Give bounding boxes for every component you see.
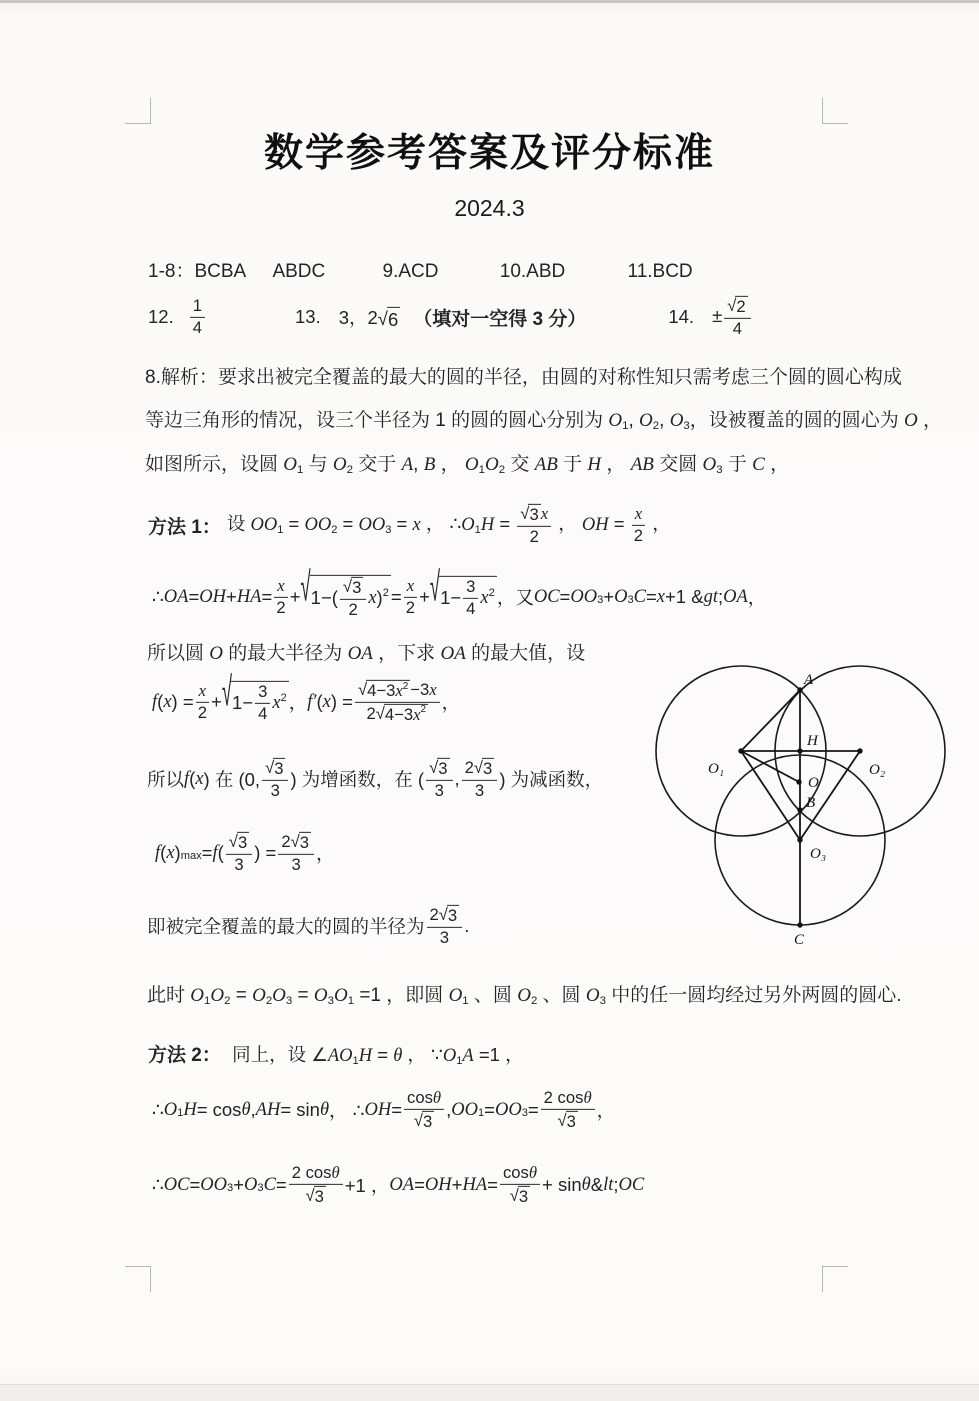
- answer-12-value: $\frac{1}{4}$: [188, 297, 207, 337]
- point-h: [797, 748, 802, 753]
- label-b: B: [806, 795, 816, 811]
- point-o2: [857, 748, 862, 753]
- answer-11: 11.BCD: [627, 261, 693, 282]
- solution-paragraph-2: 等边三角形的情况，设三个半径为 1 的圆的圆心分别为 $O_1$, $O_2$, $O_3$，设被覆盖的圆的圆心为 O ，: [145, 410, 943, 433]
- point-c: [797, 922, 802, 927]
- answer-9: 9.ACD: [382, 261, 439, 282]
- label-a: A: [804, 672, 814, 688]
- solution-paragraph-3: 如图所示，设圆 $O_1$ 与 $O_2$ 交于 A, B ， $O_1O_2$ 交 AB 于 H ， AB 交圆 $O_3$ 于 C ，: [145, 454, 790, 477]
- point-o1: [738, 748, 743, 753]
- answers-row-2: [148, 296, 753, 338]
- answer-13-note: （填对一空得 3 分）: [413, 308, 587, 330]
- segment-a-o1: [741, 690, 800, 751]
- fmax-line: f ( x ) $_{max}$ = f ( √ 3 3 ) = 2 √ 3 3 ，: [155, 831, 335, 874]
- point-a: [797, 687, 802, 692]
- page-title: 数学参考答案及评分标准: [263, 132, 715, 175]
- fx-derivative-line: f ( x ) = x 2 + √ 1− 3 4 x $^2$ ， f ′ ( x ) = √ 4−3 x $^2$ −3 x 2 √ 4−3 x $^2$ ，: [152, 668, 461, 724]
- answer-13-label: 13.: [294, 306, 321, 327]
- point-o: [796, 779, 801, 784]
- method-1-label: 方法 1：: [148, 516, 221, 538]
- label-o: O: [808, 775, 819, 791]
- answers-5-8: ABDC: [272, 261, 326, 282]
- oa-derivation-line: ∴ OA = OH + HA = x 2 + √ 1−( √ 3 2 x ) $^2$ = x 2 + √ 1− 3 4 x $^2$ ，又 OC = OO $_3$ + O $_3$ C = x +1 & gt ; OA ，: [152, 563, 767, 619]
- conclusion-radius-line: 即被完全覆盖的最大的圆的半径为 2 √ 3 3 .: [147, 904, 470, 947]
- max-radius-statement: 所以圆 O 的最大半径为 OA ，下求 OA 的最大值，设: [147, 643, 586, 664]
- method-2-compare-line: ∴ OC = OO $_3$ + O $_3$ C = 2 cos θ √ 3 +1 ， OA = OH + HA = cos θ √ 3 + sin θ & lt ; OC: [152, 1162, 645, 1206]
- method-2-line: [148, 1040, 524, 1067]
- answer-14-value: ± √ 2 4: [712, 296, 753, 338]
- method-2-body: 同上，设 $\angle AO_1H = \theta$ ， $\because O_1A =1$ ，: [232, 1044, 524, 1068]
- label-o3: O₃: [810, 846, 827, 862]
- label-c: C: [794, 932, 805, 948]
- label-h: H: [807, 733, 818, 749]
- monotonicity-line: 所以 f ( x ) 在 (0, √ 3 3 ) 为增函数，在 ( √ 3 3 , 2 √ 3 3 ) 为减函数，: [147, 757, 604, 800]
- point-b: [797, 807, 802, 812]
- method-2-label: 方法 2：: [148, 1045, 221, 1066]
- figure-three-circles: [648, 642, 970, 960]
- crop-mark-bottom-right: [822, 1266, 848, 1292]
- answer-12-label: 12.: [148, 306, 174, 327]
- answers-row-1: [148, 256, 693, 283]
- method-2-trig-line: ∴ O $_1$ H = cos θ , AH = sin θ ， ∴ OH = cos θ √ 3 , OO $_1$ = OO $_3$ = 2 cos θ √ 3 ，: [152, 1087, 616, 1131]
- label-o1: O₁: [708, 761, 725, 777]
- method-1-line: [148, 504, 671, 546]
- crop-mark-top-right: [822, 98, 848, 124]
- answer-13-value: 3，2√6: [338, 306, 399, 330]
- page-date: 2024.3: [454, 195, 525, 221]
- answer-14-label: 14.: [668, 306, 695, 327]
- circles-through-centers-line: 此时 $O_1O_2 = O_2O_3 = O_3O_1 =1$ ，即圆 $O_1$ 、圆 $O_2$ 、圆 $O_3$ 中的任一圆均经过另外两圆的圆心.: [147, 985, 902, 1008]
- solution-paragraph-1: 8.解析：要求出被完全覆盖的最大的圆的半径，由圆的对称性知只需考虑三个圆的圆心构成: [145, 367, 902, 388]
- point-o3: [797, 837, 802, 842]
- answer-10: 10.ABD: [499, 261, 566, 282]
- crop-mark-bottom-left: [125, 1266, 151, 1292]
- segment-o1-o3: [741, 751, 800, 840]
- label-o2: O₂: [869, 762, 886, 778]
- method-1-body: 设 $OO_1 = OO_2 = OO_3 = x$ ， $\therefore O_1H$ = √ 3 x 2 ， OH = $\frac{x}{2}$ ，: [226, 503, 671, 546]
- crop-mark-top-left: [125, 98, 151, 124]
- answers-1-8: 1-8：BCBA: [148, 261, 246, 282]
